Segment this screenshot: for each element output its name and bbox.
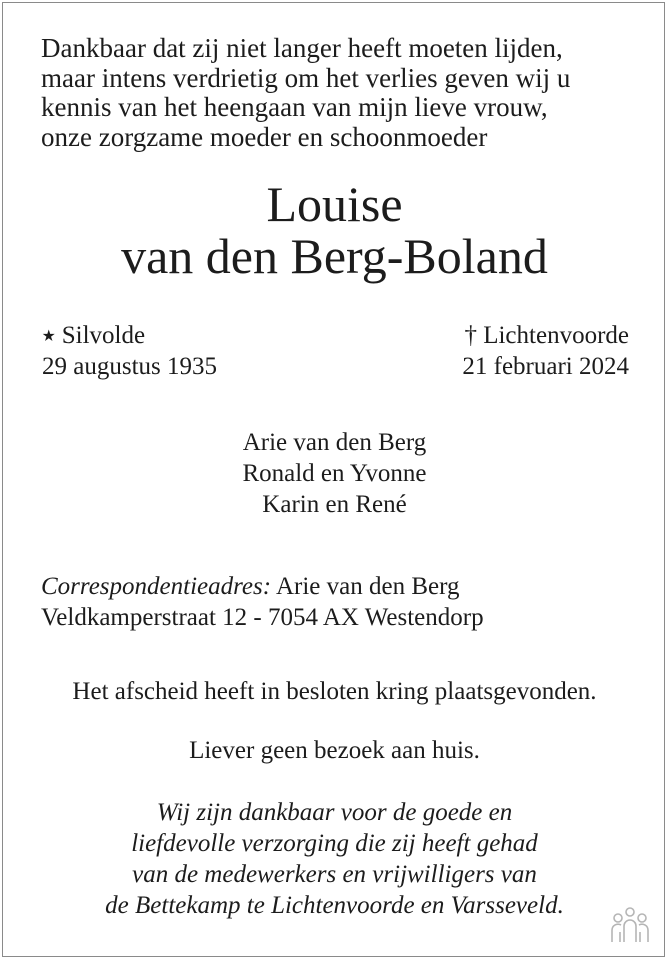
family-member: Karin en René xyxy=(262,491,407,518)
people-group-icon xyxy=(606,906,654,946)
correspondence-address xyxy=(41,571,484,633)
intro-line: Dankbaar dat zij niet langer heeft moeten lijden, xyxy=(41,33,563,63)
family-members xyxy=(0,427,669,520)
correspondence-label: Correspondentieadres: xyxy=(41,573,272,600)
deceased-first-name: Louise xyxy=(266,176,403,232)
thanks-line: van de medewerkers en vrijwilligers van xyxy=(132,861,537,888)
deceased-full-name: van den Berg-Boland xyxy=(121,228,548,284)
intro-line: kennis van het heengaan van mijn lieve vrouw, xyxy=(41,92,548,122)
family-member: Ronald en Yvonne xyxy=(242,460,427,487)
birth-info xyxy=(42,320,217,382)
birth-date: 29 augustus 1935 xyxy=(42,353,217,380)
intro-text xyxy=(41,34,641,152)
thanks-line: liefdevolle verzorging die zij heeft gehad xyxy=(131,830,538,857)
birth-place: ⭑ Silvolde xyxy=(42,322,146,349)
death-place: † Lichtenvoorde xyxy=(464,322,629,349)
thanks-text xyxy=(0,797,669,921)
no-visit-notice: Liever geen bezoek aan huis. xyxy=(189,737,480,764)
thanks-line: Wij zijn dankbaar voor de goede en xyxy=(156,799,513,826)
family-member: Arie van den Berg xyxy=(242,429,427,456)
thanks-line: de Bettekamp te Lichtenvoorde en Varsseveld. xyxy=(105,892,564,919)
intro-line: onze zorgzame moeder en schoonmoeder xyxy=(41,121,488,152)
farewell-notice: Het afscheid heeft in besloten kring plaatsgevonden. xyxy=(72,678,597,705)
deceased-name xyxy=(0,178,669,282)
death-info xyxy=(462,320,629,382)
death-date: 21 februari 2024 xyxy=(462,353,629,380)
intro-line: maar intens verdrietig om het verlies geven wij u xyxy=(41,62,571,93)
correspondence-street: Veldkamperstraat 12 - 7054 AX Westendorp xyxy=(41,604,484,631)
correspondence-name: Arie van den Berg xyxy=(271,573,460,600)
